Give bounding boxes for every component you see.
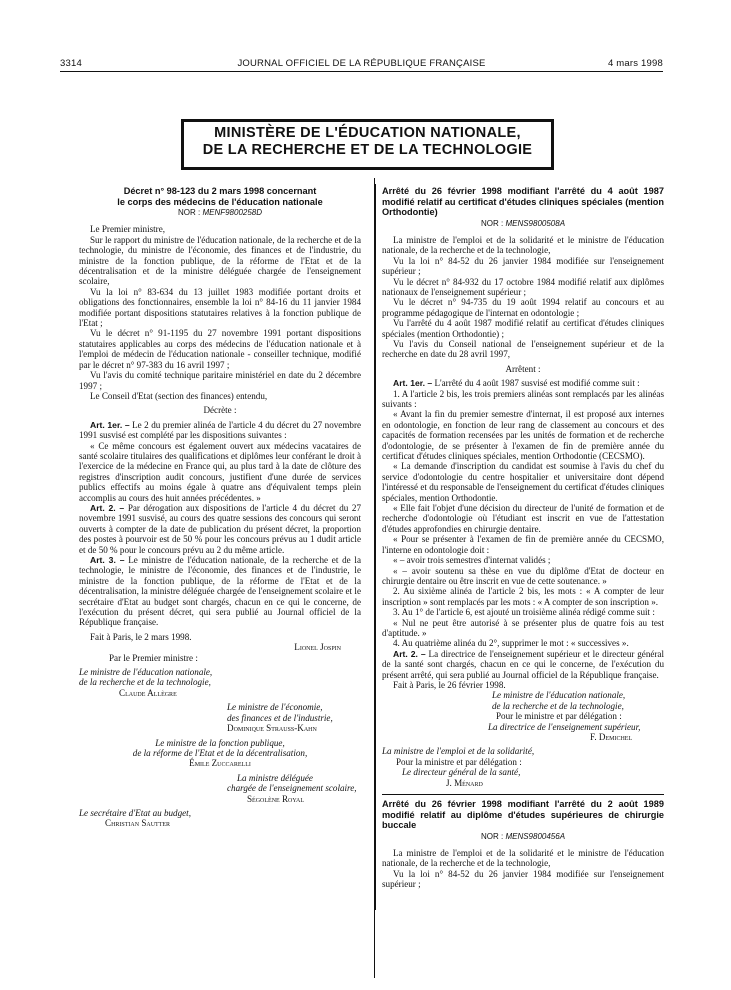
paragraph: Vu l'arrêté du 4 août 1987 modifié relatif au certificat d'études cliniques spéciales (mention Orthodontie) ;	[382, 318, 664, 339]
paragraph: Vu le décret n° 91-1195 du 27 novembre 1991 portant dispositions statutaires applicables au corps des médecins de l'éducation nationale et à l'emploi de médecin de l'éducation nationale - conseiller technique, modifié par le décret n° 97-383 du 16 avril 1997 ;	[79, 328, 361, 370]
paragraph: « – avoir soutenu sa thèse en vue du diplôme d'Etat de docteur en chirurgie dentaire ou être inscrit en vue de cette soutenance. »	[382, 565, 664, 586]
nor-reference: NOR : MENS9800456A	[480, 831, 566, 841]
signatory-block: Le ministre de l'économie, des finances et de l'industrie, Dominique Strauss-Kahn	[227, 702, 333, 734]
paragraph: Vu la loi n° 84-52 du 26 janvier 1984 modifiée sur l'enseignement supérieur ;	[382, 255, 664, 277]
article-1: Art. 1er. – L'arrêté du 4 août 1987 susvisé est modifié comme suit :	[393, 378, 640, 389]
article-1: Art. 1er. – Le 2 du premier alinéa de l'article 4 du décret du 27 novembre 1991 susvisé est complété par les dispositions suivantes :	[79, 419, 362, 441]
paragraph: La ministre de l'emploi et de la solidarité et le ministre de l'éducation nationale, de la recherche et de la technologie,	[382, 847, 664, 869]
signatory-block: Le ministre de l'éducation nationale, de la recherche et de la technologie, Claude Allègre	[79, 667, 213, 698]
ministry-line2: DE LA RECHERCHE ET DE LA TECHNOLOGIE	[202, 142, 533, 158]
paragraph: Vu l'avis du Conseil national de l'enseignement supérieur et de la recherche en date du 28 avril 1997,	[382, 338, 664, 360]
paragraph: 1. A l'article 2 bis, les trois premiers alinéas sont remplacés par les alinéas suivants :	[382, 388, 664, 409]
decree-title: Décret n° 98-123 du 2 mars 1998 concernant le corps des médecins de l'éducation nationale	[117, 186, 323, 207]
paragraph: Le Premier ministre,	[90, 224, 166, 235]
paragraph: « Avant la fin du premier semestre d'internat, il est proposé aux internes en odontologie, en fonction de leur rang de classement au concours et des capacités de formation recensées par les unités de formation et de recherche d'odontologie, de se présenter à l'examen de fin de première année du certificat d'études cliniques spéciales, mention Orthodontie (CECSMO).	[382, 409, 664, 462]
paragraph: Le Conseil d'Etat (section des finances) entendu,	[90, 390, 268, 401]
ministry-line1: MINISTÈRE DE L'ÉDUCATION NATIONALE,	[214, 125, 521, 141]
paragraph: « Elle fait l'objet d'une décision du directeur de l'unité de formation et de recherche d'odontologie où l'étudiant est inscrit en vue de l'attestation d'études approfondies en chirurgie dentaire.	[382, 503, 664, 534]
date-line: Fait à Paris, le 26 février 1998.	[393, 679, 506, 690]
arrete-title: Arrêté du 26 février 1998 modifiant l'arrêté du 4 août 1987 modifié relatif au certificat d'études cliniques spéciales (mention Orthodontie)	[382, 186, 664, 217]
paragraph: « – avoir trois semestres d'internat validés ;	[393, 555, 551, 566]
paragraph: « La demande d'inscription du candidat est soumise à l'avis du chef du service d'odontologie du centre hospitalier et universitaire dont dépend l'intéressé et du responsable de l'enseignement du certificat d'études cliniques spéciales, mention Orthodontie.	[382, 461, 664, 503]
signatory-block: La ministre déléguée chargée de l'enseignement scolaire, Ségolène Royal	[227, 772, 357, 804]
paragraph: Vu la loi n° 84-52 du 26 janvier 1984 modifiée sur l'enseignement supérieur ;	[382, 868, 664, 890]
signatory-block: Le secrétaire d'Etat au budget, Christian Sautter	[79, 807, 191, 829]
left-column	[79, 186, 361, 829]
signatory-block: Le ministre de l'éducation nationale, de la recherche et de la technologie, Pour le ministre et par délégation : La directrice de l'enseignement supérieur, F. Demichel	[488, 690, 641, 742]
paragraph: Vu la loi n° 83-634 du 13 juillet 1983 modifiée portant droits et obligations des fonctionnaires, ensemble la loi n° 84-16 du 11 janvier 1984 modifiée portant dispositions statutaires relatives à la fonction publique de l'Etat ;	[79, 286, 361, 329]
signatory-block: Le ministre de la fonction publique, de la réforme de l'Etat et de la décentralisation, Émile Zuccarelli	[132, 737, 308, 769]
paragraph: Vu l'avis du comité technique paritaire ministériel en date du 2 décembre 1997 ;	[79, 370, 361, 391]
date-line: Fait à Paris, le 2 mars 1998.	[90, 631, 192, 642]
paragraph: 2. Au sixième alinéa de l'article 2 bis, les mots : « A compter de leur inscription » sont remplacés par les mots : « A compter de son inscription ».	[382, 586, 664, 607]
arretent-label: Arrêtent :	[505, 363, 541, 374]
signatory-block: La ministre de l'emploi et de la solidarité, Pour la ministre et par délégation : Le directeur général de la santé, J. Ménard	[382, 746, 535, 788]
decrete-label: Décrète :	[203, 405, 237, 416]
paragraph: « Pour se présenter à l'examen de fin de première année du CECSMO, l'interne en odontologie doit :	[382, 534, 664, 555]
page-number: 3314	[60, 58, 82, 69]
signature-pm: Lionel Jospin	[294, 642, 341, 653]
header-rule	[60, 71, 663, 72]
paragraph: La ministre de l'emploi et de la solidarité et le ministre de l'éducation nationale, de la recherche et de la technologie,	[382, 234, 664, 256]
paragraph: Sur le rapport du ministre de l'éducation nationale, de la recherche et de la technologie, du ministre de l'économie, des finances et de l'industrie, du ministre de la fonction publique, de la réforme de l'Etat et de la décentralisation et de la ministre déléguée chargée de l'enseignement scolaire,	[79, 234, 361, 287]
nor-reference: NOR : MENS9800508A	[480, 218, 566, 228]
nor-reference: NOR : MENF9800258D	[177, 208, 263, 217]
ministry-box	[181, 119, 554, 170]
article-3: Art. 3. – Le ministre de l'éducation nationale, de la recherche et de la technologie, le ministre de l'économie, des finances et de l'industrie, le ministre de la fonction publique, de la réforme de l'Etat et de la décentralisation, la ministre déléguée chargée de l'enseignement scolaire et le secrétaire d'Etat au budget sont chargés, chacun en ce qui le concerne, de l'exécution du présent décret, qui sera publié au Journal officiel de la République française.	[79, 555, 361, 628]
paragraph: Vu le décret n° 94-735 du 19 août 1994 relatif au concours et au programme pédagogique de l'internat en odontologie ;	[382, 297, 664, 318]
issue-date: 4 mars 1998	[607, 58, 663, 69]
journal-title: JOURNAL OFFICIEL DE LA RÉPUBLIQUE FRANÇAISE	[237, 58, 486, 69]
paragraph: Vu le décret n° 84-932 du 17 octobre 1984 modifié relatif aux diplômes nationaux de l'enseignement supérieur ;	[382, 276, 664, 297]
arrete-title: Arrêté du 26 février 1998 modifiant l'arrêté du 2 août 1989 modifié relatif au diplôme d'études supérieures de chirurgie buccale	[382, 799, 664, 831]
paragraph: « Nul ne peut être autorisé à se présenter plus de quatre fois au test d'aptitude. »	[382, 617, 664, 638]
article-1-quote: « Ce même concours est également ouvert aux médecins vacataires de santé scolaire titulaires des qualifications et diplômes leur conférant le droit à l'exercice de la médecine en France qui, au plus tard à la date de clôture des registres d'inscription audit concours, justifient d'une durée de services publics effectifs au moins égale à quatre ans d'équivalent temps plein accomplis au cours des huit années précédentes. »	[79, 440, 361, 503]
section-divider	[382, 794, 664, 795]
paragraph: 3. Au 1° de l'article 6, est ajouté un troisième alinéa rédigé comme suit :	[393, 607, 655, 618]
par-premier-ministre: Par le Premier ministre :	[109, 652, 198, 663]
right-column	[382, 186, 664, 890]
paragraph: 4. Au quatrième alinéa du 2°, supprimer le mot : « successives ».	[393, 638, 629, 649]
article-2: Art. 2. – La directrice de l'enseignement supérieur et le directeur général de la santé sont chargés, chacun en ce qui le concerne, de l'exécution du présent arrêté, qui sera publié au Journal officiel de la République française.	[382, 648, 664, 680]
article-2: Art. 2. – Par dérogation aux dispositions de l'article 4 du décret du 27 novembre 1991 susvisé, au cours des quatre sessions des concours qui seront ouverts à compter de la date de publication du présent décret, la proportion des postes à pourvoir est de 50 % pour les concours prévus au 1 dudit article et de 50 % pour le concours prévu au 2 du même article.	[79, 502, 361, 555]
